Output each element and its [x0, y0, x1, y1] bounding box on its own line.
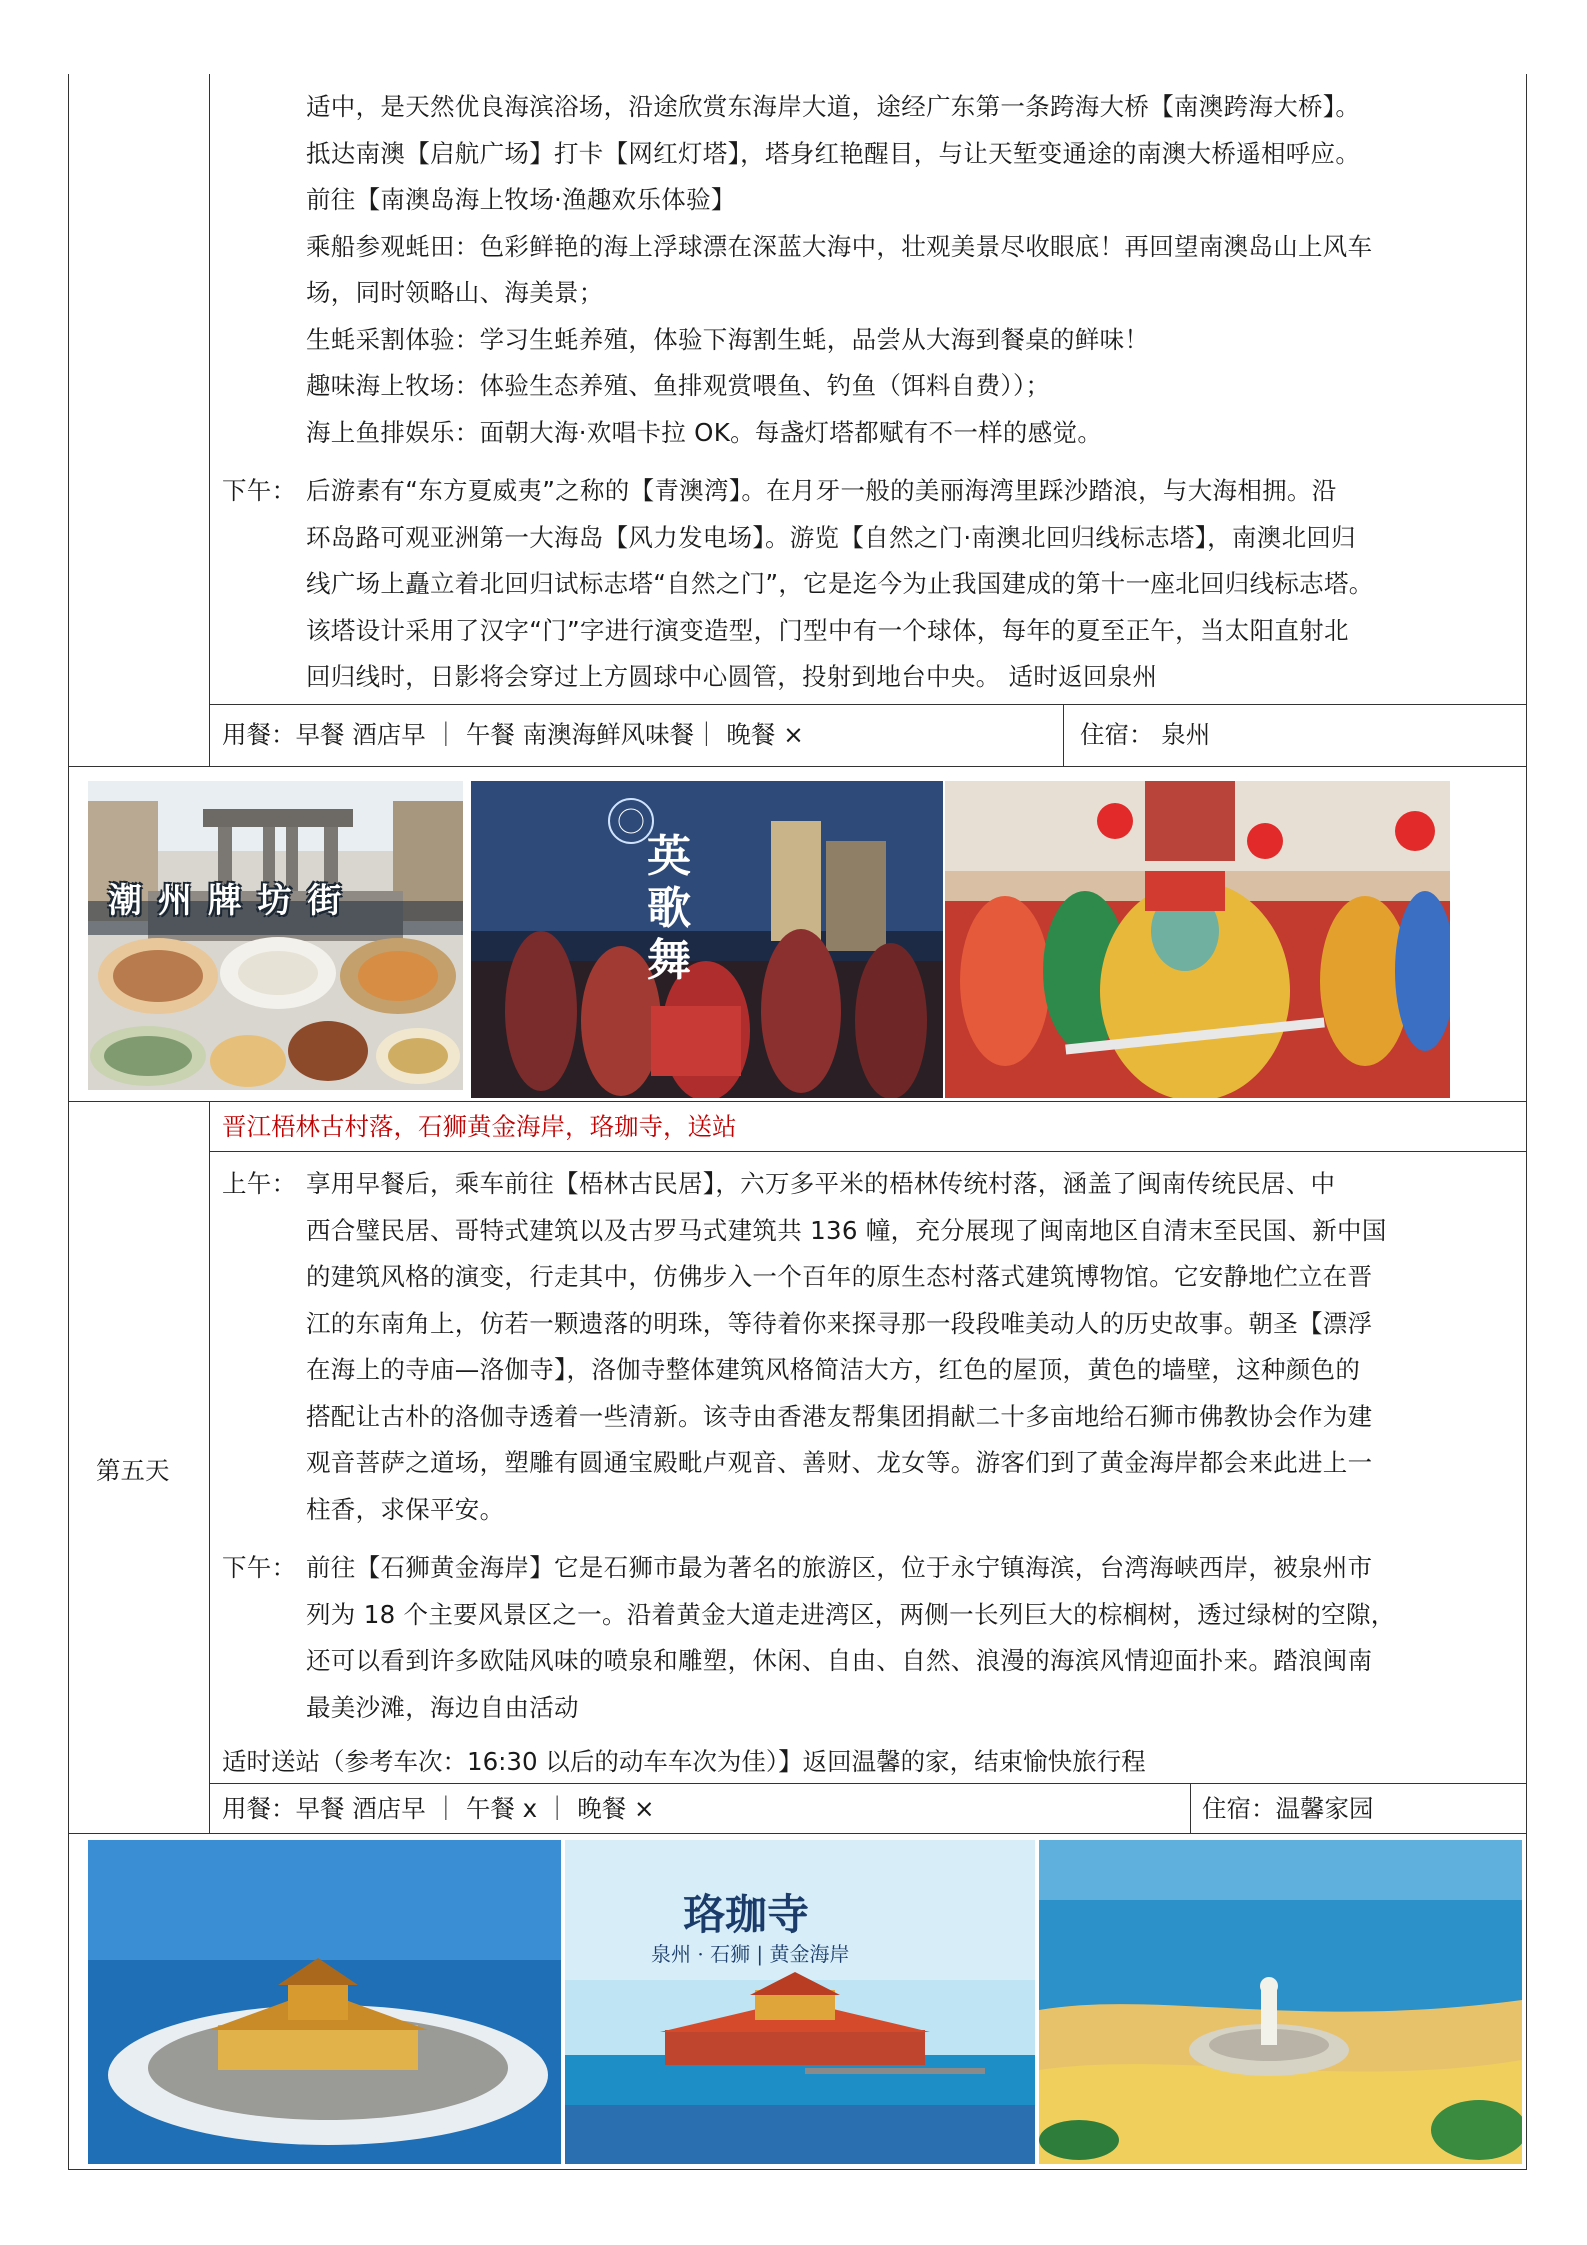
text-line: 还可以看到许多欧陆风味的喷泉和雕塑，休闲、自由、自然、浪漫的海滨风情迎面扑来。踏浪闽南: [306, 1646, 1373, 1675]
luojia-temple-poster-photo: [565, 1840, 1035, 2164]
photos1-bottom-line: [68, 1101, 1527, 1102]
text-line: 列为 18 个主要风景区之一。沿着黄金大道走进湾区，两侧一长列巨大的棕榈树，透过绿树的空隙，: [306, 1599, 1396, 1629]
day5-afternoon-text: [306, 1545, 1396, 1731]
parade-illustration: [945, 781, 1450, 1098]
text-line: 后游素有“东方夏威夷”之称的【青澳湾】。在月牙一般的美丽海湾里踩沙踏浪，与大海相拥。沿: [306, 476, 1337, 505]
luojia-temple-aerial-photo: [88, 1840, 561, 2164]
text-line: 前往【南澳岛海上牧场·渔趣欢乐体验】: [306, 185, 736, 214]
day4-afternoon-text: [306, 468, 1374, 701]
day5-title-line: [209, 1151, 1527, 1152]
day4-meals: 用餐：早餐 酒店早 ｜ 午餐 南澳海鲜风味餐｜ 晚餐 ×: [222, 720, 804, 749]
luojia-title: 珞珈寺: [683, 1890, 810, 1939]
text-line: 江的东南角上，仿若一颗遗落的明珠，等待着你来探寻那一段段唯美动人的历史故事。朝圣【漂浮: [306, 1308, 1373, 1338]
day5-day-label: 第五天: [96, 1456, 170, 1485]
day4-lodging: 住宿： 泉州: [1080, 720, 1211, 749]
text-line: 柱香，求保平安。: [306, 1494, 505, 1524]
day4-afternoon-label: [222, 468, 296, 515]
day4-bottom-line: [68, 766, 1527, 767]
text-line: 场，同时领略山、海美景；: [306, 278, 604, 307]
day5-meals: 用餐：早餐 酒店早 ｜ 午餐 x ｜ 晚餐 ×: [222, 1794, 655, 1823]
text-line: 回归线时，日影将会穿过上方圆球中心圆管，投射到地台中央。 适时返回泉州: [306, 662, 1158, 691]
text-line: 线广场上矗立着北回归试标志塔“自然之门”，它是迄今为止我国建成的第十一座北回归线标志塔。: [306, 569, 1374, 598]
morning-label: 上午：: [222, 1169, 297, 1198]
day5-title: 晋江梧林古村落，石狮黄金海岸，珞珈寺，送站: [222, 1112, 737, 1141]
day5-send-off: 适时送站（参考车次：16:30 以后的动车车次为佳）】返回温馨的家，结束愉快旅行程: [222, 1747, 1146, 1776]
text-line: 西合璧民居、哥特式建筑以及古罗马式建筑共 136 幢，充分展现了闽南地区自清末至民国、新中国: [306, 1215, 1387, 1245]
chaozhou-paifang-street-photo: [88, 781, 463, 1090]
text-line: 生蚝采割体验：学习生蚝养殖，体验下海割生蚝，品尝从大海到餐桌的鲜味！: [306, 324, 1150, 354]
text-line: 抵达南澳【启航广场】打卡【网红灯塔】，塔身红艳醒目，与让天堑变通途的南澳大桥遥相呼应。: [306, 138, 1361, 168]
day5-bottom-line: [68, 1833, 1527, 1834]
day5-morning-label: [222, 1161, 296, 1208]
chaozhou-illustration: [88, 781, 463, 1090]
text-line: 适中，是天然优良海滨浴场，沿途欣赏东海岸大道，途经广东第一条跨海大桥【南澳跨海大桥】。: [306, 92, 1361, 121]
text-line: 在海上的寺庙—洛伽寺】，洛伽寺整体建筑风格简洁大方，红色的屋顶，黄色的墙壁，这种颜色的: [306, 1355, 1361, 1384]
golden-coast-beach-photo: [1039, 1840, 1522, 2164]
day4-morning-text: [306, 84, 1372, 456]
day-column-divider-day5: [209, 1101, 210, 1833]
day4-meals-top-line: [209, 704, 1527, 705]
yingge-dance-night-photo: [471, 781, 943, 1098]
temple-aerial-illustration: [88, 1840, 561, 2164]
text-line: 该塔设计采用了汉字“门”字进行演变造型，门型中有一个球体，每年的夏至正午，当太阳直射北: [306, 615, 1349, 645]
text-line: 前往【石狮黄金海岸】它是石狮市最为著名的旅游区，位于永宁镇海滨，台湾海峡西岸，被泉州市: [306, 1553, 1373, 1582]
day5-afternoon-label: [222, 1545, 296, 1592]
table-border-left: [68, 74, 69, 2170]
day5-meals-top-line: [209, 1783, 1527, 1784]
afternoon-label: 下午：: [222, 476, 297, 505]
day5-meals-divider: [1190, 1783, 1191, 1833]
table-border-bottom: [68, 2169, 1527, 2170]
text-line: 趣味海上牧场：体验生态养殖、鱼排观赏喂鱼、钓鱼（饵料自费））；: [306, 371, 1051, 400]
chaoshan-parade-photo: [945, 781, 1450, 1098]
day5-morning-text: [306, 1161, 1387, 1533]
text-line: 搭配让古朴的洛伽寺透着一些清新。该寺由香港友帮集团捐献二十多亩地给石狮市佛教协会作为建: [306, 1401, 1373, 1431]
text-line: 环岛路可观亚洲第一大海岛【风力发电场】。游览【自然之门·南澳北回归线标志塔】，南澳北回归: [306, 522, 1356, 552]
beach-illustration: [1039, 1840, 1522, 2164]
day-column-divider-top: [209, 74, 210, 766]
text-line: 观音菩萨之道场，塑雕有圆通宝殿毗卢观音、善财、龙女等。游客们到了黄金海岸都会来此进上一: [306, 1448, 1373, 1477]
text-line: 海上鱼排娱乐：面朝大海·欢唱卡拉 OK。每盏灯塔都赋有不一样的感觉。: [306, 417, 1103, 447]
text-line: 最美沙滩，海边自由活动: [306, 1692, 579, 1722]
table-border-right: [1526, 74, 1527, 2170]
yingge-caption: 英歌舞: [647, 831, 691, 986]
text-line: 享用早餐后，乘车前往【梧林古民居】，六万多平米的梧林传统村落，涵盖了闽南传统民居、中: [306, 1169, 1336, 1198]
text-line: 乘船参观蚝田：色彩鲜艳的海上浮球漂在深蓝大海中，壮观美景尽收眼底！再回望南澳岛山上风车: [306, 231, 1373, 261]
chaozhou-caption: 潮 州 牌 坊 街: [108, 881, 344, 921]
yingge-illustration: [471, 781, 943, 1098]
luojia-subtitle: 泉州 · 石狮 | 黄金海岸: [651, 1942, 850, 1966]
day5-lodging: 住宿：温馨家园: [1202, 1794, 1374, 1823]
afternoon-label: 下午：: [222, 1553, 297, 1582]
text-line: 的建筑风格的演变，行走其中，仿佛步入一个百年的原生态村落式建筑博物馆。它安静地伫立在晋: [306, 1262, 1373, 1291]
day4-meals-divider: [1063, 704, 1064, 766]
